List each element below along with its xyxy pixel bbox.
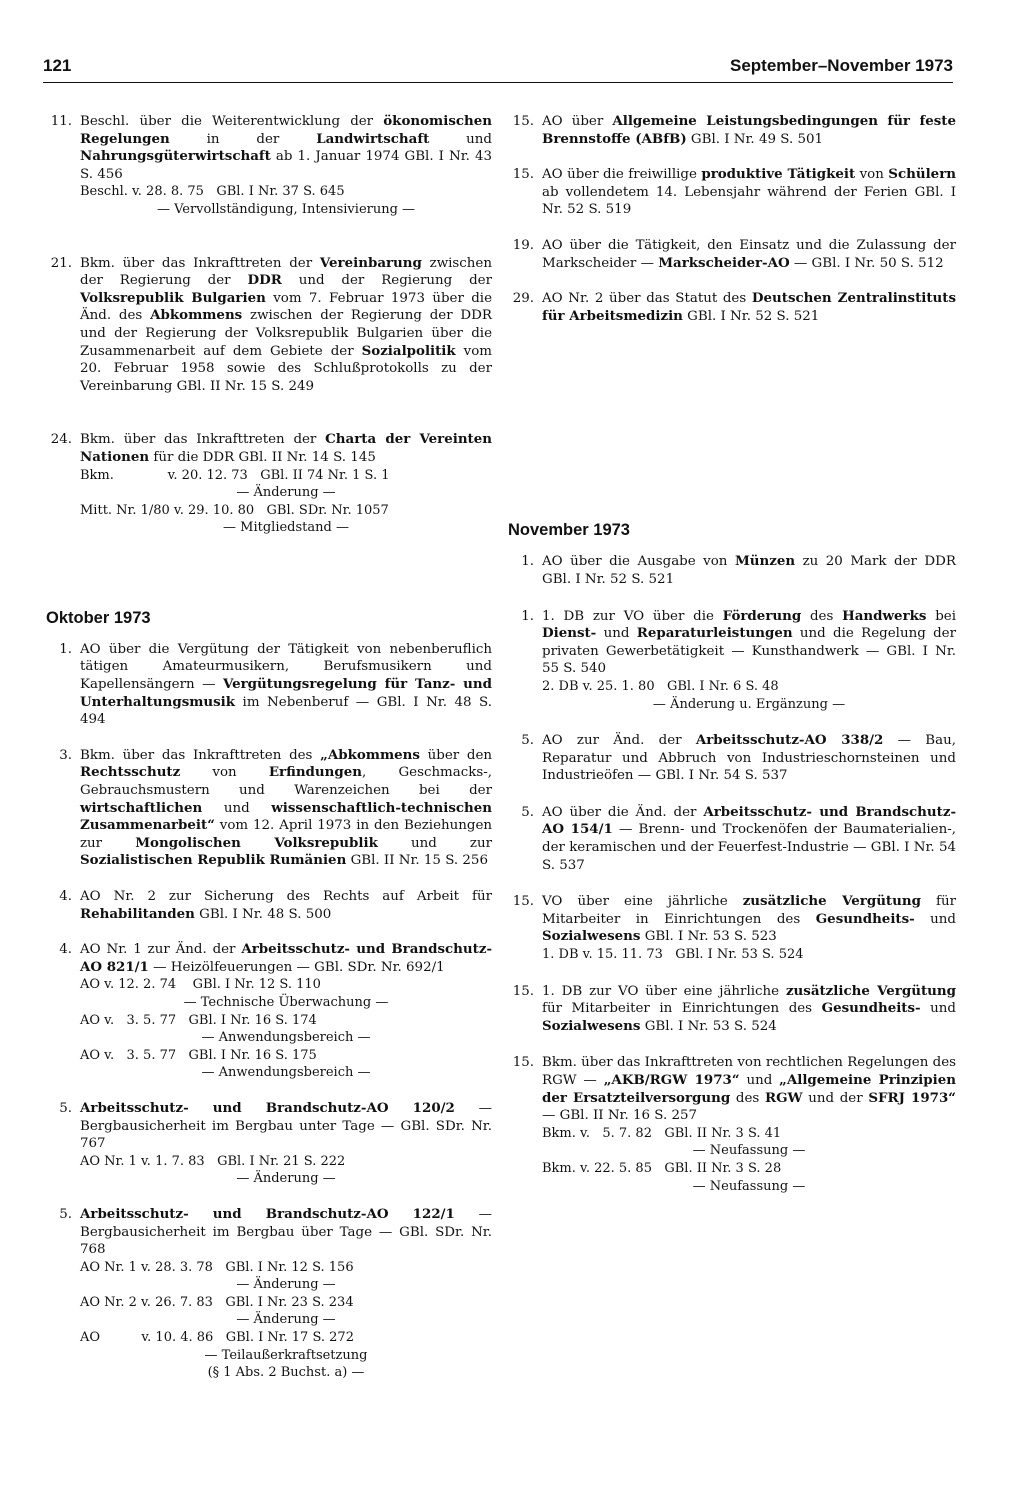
entry-text xyxy=(80,747,492,870)
entry-amendment-note: — Änderung — xyxy=(236,1312,336,1328)
entry-day: 5. xyxy=(59,1206,72,1222)
list-item xyxy=(46,888,492,923)
entry-main: Beschl. über die Weiterentwicklung der ökonomischen Regelungen in der Landwirtschaft und Nahrungsgüterwirtschaft ab 1. Januar 1974 GBl. I Nr. 43 S. 456 xyxy=(80,113,493,182)
entry-amendment-ref: 1. DB v. 15. 11. 73 GBl. I Nr. 53 S. 524 xyxy=(542,947,804,963)
entry-main: Bkm. über das Inkrafttreten der Charta der Vereinten Nationen für die DDR GBl. II Nr. 14 S. 145 xyxy=(80,431,492,465)
list-item xyxy=(508,983,956,1036)
list-item xyxy=(508,553,956,588)
entry-amendment-note: — Änderung u. Ergänzung — xyxy=(652,696,846,712)
entry-main: AO Nr. 2 über das Statut des Deutschen Zentralinstituts für Arbeitsmedizin GBl. I Nr. 52 S. 521 xyxy=(542,290,956,324)
entry-main: AO Nr. 1 zur Änd. der Arbeitsschutz- und Brandschutz-AO 821/1 — Heizölfeuerungen — GBl. SDr. Nr. 692/1 xyxy=(80,941,492,975)
entry-day: 15. xyxy=(512,894,534,910)
entry-main: Arbeitsschutz- und Brandschutz-AO 122/1 — Bergbausicherheit im Bergbau über Tage — GBl. SDr. Nr. 768 xyxy=(80,1205,492,1258)
entry-amendment-ref: Bkm. v. 22. 5. 85 GBl. II Nr. 3 S. 28 xyxy=(542,1160,782,1176)
entry-amendment-ref: AO Nr. 2 v. 26. 7. 83 GBl. I Nr. 23 S. 234 xyxy=(80,1294,354,1310)
list-item xyxy=(46,941,492,1082)
entry-day: 4. xyxy=(59,889,72,904)
entry-main: AO zur Änd. der Arbeitsschutz-AO 338/2 — Bau, Reparatur und Abbruch von Industrieschornsteinen und Industrieöfen — GBl. I Nr. 54 S. 537 xyxy=(542,732,957,784)
left-column xyxy=(46,113,492,1382)
entry-text xyxy=(542,166,956,219)
entry-main: AO über Allgemeine Leistungsbedingungen für feste Brennstoffe (ABfB) GBl. I Nr. 49 S. 501 xyxy=(542,113,956,147)
entry-text xyxy=(80,113,492,219)
list-item xyxy=(508,113,956,148)
entry-day: 4. xyxy=(59,942,72,958)
list-item xyxy=(508,237,956,272)
entry-text xyxy=(542,1054,956,1195)
list-item xyxy=(46,431,492,537)
entry-text xyxy=(80,1100,492,1188)
entry-day: 3. xyxy=(59,747,72,763)
section-title-oktober: Oktober 1973 xyxy=(46,608,151,627)
entry-text xyxy=(542,290,956,325)
entry-day: 21. xyxy=(50,255,72,271)
entry-amendment-ref: AO v. 12. 2. 74 GBl. I Nr. 12 S. 110 xyxy=(80,977,321,993)
entry-main: Arbeitsschutz- und Brandschutz-AO 120/2 — Bergbausicherheit im Bergbau unter Tage — GBl. SDr. Nr. 767 xyxy=(80,1099,492,1152)
list-item xyxy=(508,608,956,714)
entry-text xyxy=(80,255,492,396)
entry-amendment-ref: AO v. 3. 5. 77 GBl. I Nr. 16 S. 175 xyxy=(80,1047,317,1063)
entry-amendment-ref: AO v. 10. 4. 86 GBl. I Nr. 17 S. 272 xyxy=(80,1330,354,1346)
list-item xyxy=(46,113,492,219)
list-item xyxy=(46,641,492,729)
entry-day: 15. xyxy=(512,114,534,129)
entry-amendment-note: (§ 1 Abs. 2 Buchst. a) — xyxy=(207,1365,365,1381)
entry-amendment-note: — Anwendungsbereich — xyxy=(201,1065,371,1081)
oktober-list xyxy=(46,641,492,1382)
entry-text xyxy=(80,431,492,537)
entry-day: 5. xyxy=(521,733,534,749)
entry-text xyxy=(80,888,492,923)
entry-amendment-ref: 2. DB v. 25. 1. 80 GBl. I Nr. 6 S. 48 xyxy=(542,678,779,694)
list-item xyxy=(46,1100,492,1188)
list-item xyxy=(508,1054,956,1195)
right-column xyxy=(508,113,956,1195)
header-rule xyxy=(43,82,953,83)
entry-day: 5. xyxy=(59,1100,72,1116)
entry-day: 1. xyxy=(521,608,534,624)
entry-amendment-ref: Beschl. v. 28. 8. 75 GBl. I Nr. 37 S. 645 xyxy=(80,184,345,200)
page-number: 121 xyxy=(43,56,72,75)
entry-amendment-note: — Mitgliedstand — xyxy=(223,520,349,536)
entry-amendment-note: — Neufassung — xyxy=(692,1178,806,1194)
entry-day: 15. xyxy=(512,983,534,999)
entry-day: 15. xyxy=(512,167,534,183)
entry-text xyxy=(542,804,956,874)
entry-text xyxy=(542,983,956,1036)
list-item xyxy=(508,893,956,963)
entry-main: 1. DB zur VO über eine jährliche zusätzliche Vergütung für Mitarbeiter in Einrichtungen des Gesundheits- und Sozialwesens GBl. I Nr. 53 S. 524 xyxy=(542,982,956,1034)
entry-amendment-ref: Mitt. Nr. 1/80 v. 29. 10. 80 GBl. SDr. Nr. 1057 xyxy=(80,502,389,518)
entry-text xyxy=(542,237,956,272)
entry-text xyxy=(80,641,492,729)
entry-amendment-note: — Änderung — xyxy=(236,1171,336,1187)
page-header xyxy=(43,50,953,84)
list-item xyxy=(46,1206,492,1382)
entry-amendment-note: — Änderung — xyxy=(236,485,336,501)
entry-amendment-ref: AO Nr. 1 v. 1. 7. 83 GBl. I Nr. 21 S. 222 xyxy=(80,1153,346,1169)
entry-amendment-note: — Anwendungsbereich — xyxy=(201,1030,371,1046)
entry-text xyxy=(542,608,956,714)
entry-text xyxy=(80,1206,492,1382)
right-top-list xyxy=(508,113,956,325)
entry-main: Bkm. über das Inkrafttreten von rechtlichen Regelungen des RGW — „AKB/RGW 1973“ und „Allgemeine Prinzipien der Ersatzteilversorgung des RGW und der SFRJ 1973“ — GBl. II Nr. 16 S. 257 xyxy=(542,1055,956,1124)
entry-text xyxy=(542,893,956,963)
entry-amendment-note: — Teilaußerkraftsetzung xyxy=(204,1347,368,1363)
entry-amendment-note: — Änderung — xyxy=(236,1277,336,1293)
november-list xyxy=(508,553,956,1195)
entry-text xyxy=(542,553,956,588)
entry-main: AO über die Ausgabe von Münzen zu 20 Mark der DDR GBl. I Nr. 52 S. 521 xyxy=(542,553,956,587)
entry-amendment-note: — Vervollständigung, Intensivierung — xyxy=(156,201,416,217)
list-item xyxy=(508,732,956,785)
entry-main: VO über eine jährliche zusätzliche Vergütung für Mitarbeiter in Einrichtungen des Gesundheits- und Sozialwesens GBl. I Nr. 53 S. 523 xyxy=(542,893,956,945)
entry-amendment-ref: Bkm. v. 20. 12. 73 GBl. II 74 Nr. 1 S. 1 xyxy=(80,467,390,483)
page-period: September–November 1973 xyxy=(729,56,953,75)
entry-amendment-ref: AO Nr. 1 v. 28. 3. 78 GBl. I Nr. 12 S. 156 xyxy=(80,1259,354,1275)
entry-text xyxy=(80,941,492,1082)
entry-text xyxy=(542,113,956,148)
list-item xyxy=(508,290,956,325)
entry-day: 5. xyxy=(521,804,534,820)
list-item xyxy=(508,166,956,219)
left-top-list xyxy=(46,113,492,537)
entry-day: 24. xyxy=(50,432,72,448)
entry-main: AO über die Tätigkeit, den Einsatz und die Zulassung der Markscheider — Markscheider-AO — GBl. I Nr. 50 S. 512 xyxy=(542,237,956,271)
section-title-november: November 1973 xyxy=(508,521,630,540)
entry-day: 1. xyxy=(59,641,72,657)
entry-main: Bkm. über das Inkrafttreten des „Abkommens über den Rechtsschutz von Erfindungen, Geschmacks-, Gebrauchsmustern und Warenzeichen bei der wirtschaftlichen und wissenschaftlich-technischen Zusammenarbeit“ vom 12. April 1973 in den Beziehungen zur Mongolischen Volksrepublik und zur Sozialistischen Republik Rumänien GBl. II Nr. 15 S. 256 xyxy=(80,746,493,869)
entry-day: 29. xyxy=(512,291,534,307)
entry-main: AO Nr. 2 zur Sicherung des Rechts auf Arbeit für Rehabilitanden GBl. I Nr. 48 S. 500 xyxy=(80,889,492,922)
list-item xyxy=(46,255,492,396)
entry-day: 11. xyxy=(50,114,72,129)
entry-amendment-note: — Neufassung — xyxy=(692,1143,806,1159)
entry-main: AO über die Vergütung der Tätigkeit von nebenberuflich tätigen Amateurmusikern, Berufsmusikern und Kapellensängern — Vergütungsregelung für Tanz- und Unterhaltungsmusik im Nebenberuf — GBl. I Nr. 48 S. 494 xyxy=(80,641,492,728)
entry-amendment-ref: AO v. 3. 5. 77 GBl. I Nr. 16 S. 174 xyxy=(80,1012,317,1028)
entry-main: Bkm. über das Inkrafttreten der Vereinbarung zwischen der Regierung der DDR und der Regierung der Volksrepublik Bulgarien vom 7. Februar 1973 über die Änd. des Abkommens zwischen der Regierung der DDR und der Regierung der Volksrepublik Bulgarien über die Zusammenarbeit auf dem Gebiete der Sozialpolitik vom 20. Februar 1958 sowie des Schlußprotokolls zu der Vereinbarung GBl. II Nr. 15 S. 249 xyxy=(80,254,492,394)
entry-day: 19. xyxy=(512,237,534,253)
list-item xyxy=(508,804,956,874)
entry-amendment-ref: Bkm. v. 5. 7. 82 GBl. II Nr. 3 S. 41 xyxy=(542,1125,782,1141)
entry-main: 1. DB zur VO über die Förderung des Handwerks bei Dienst- und Reparaturleistungen und die Regelung der privaten Gewerbetätigkeit — Kunsthandwerk — GBl. I Nr. 55 S. 540 xyxy=(542,607,956,677)
entry-day: 1. xyxy=(521,554,534,570)
list-item xyxy=(46,747,492,870)
entry-text xyxy=(542,732,956,785)
entry-amendment-note: — Technische Überwachung — xyxy=(183,994,389,1010)
entry-day: 15. xyxy=(512,1055,534,1071)
entry-main: AO über die freiwillige produktive Tätigkeit von Schülern ab vollendetem 14. Lebensjahr während der Ferien GBl. I Nr. 52 S. 519 xyxy=(542,166,956,218)
entry-main: AO über die Änd. der Arbeitsschutz- und Brandschutz-AO 154/1 — Brenn- und Trockenöfen der Baumaterialien-, der keramischen und der Feuerfest-Industrie — GBl. I Nr. 54 S. 537 xyxy=(542,803,956,873)
